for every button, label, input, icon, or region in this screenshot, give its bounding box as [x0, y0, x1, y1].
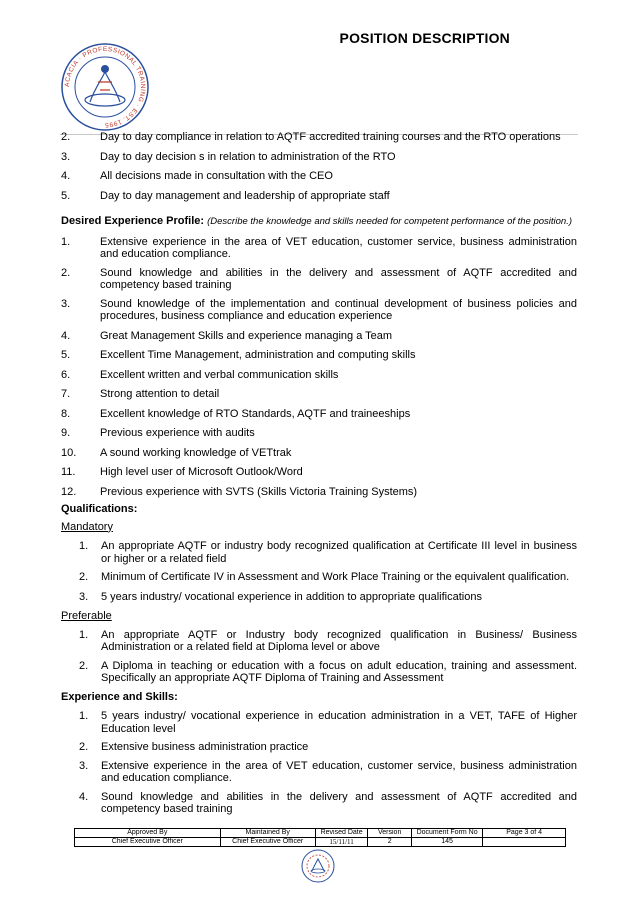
form-no-value: 145 — [411, 838, 482, 847]
revised-date-label: Revised Date — [315, 829, 368, 838]
mandatory-item: 1. An appropriate AQTF or industry body recognized qualification at Certificate III level in business or higher or a related field — [79, 540, 577, 565]
duties-list — [61, 131, 577, 202]
desired-item: 7. Strong attention to detail — [61, 388, 220, 400]
footer-logo — [301, 849, 335, 883]
footer-value-row — [75, 838, 566, 847]
company-logo — [60, 42, 150, 132]
form-no-label: Document Form No — [411, 829, 482, 838]
preferable-list — [61, 629, 577, 685]
desired-item: 3. Sound knowledge of the implementation and continual development of business policies and procedures, business compliance and education experience — [61, 297, 577, 322]
duty-item: 2. Day to day compliance in relation to AQTF accredited training courses and the RTO operations — [61, 131, 561, 143]
experience-item: 1. 5 years industry/ vocational experience in education administration in a VET, TAFE of Higher Education level — [79, 710, 577, 735]
experience-list — [61, 710, 577, 816]
maintained-by-value: Chief Executive Officer — [220, 838, 315, 847]
experience-item: 4. Sound knowledge and abilities in the delivery and assessment of AQTF accredited and competency based training — [79, 790, 577, 815]
qualifications-heading: Qualifications: — [61, 503, 138, 515]
desired-experience-heading: Desired Experience Profile: (Describe the knowledge and skills needed for competent performance of the position.) — [61, 215, 573, 227]
document-control-table — [74, 828, 566, 847]
desired-experience-list — [61, 236, 577, 499]
desired-item: 12. Previous experience with SVTS (Skills Victoria Training Systems) — [61, 485, 418, 498]
experience-item: 2. Extensive business administration practice — [79, 741, 309, 753]
desired-item: 9. Previous experience with audits — [61, 427, 255, 439]
experience-item: 3. Extensive experience in the area of VET education, customer service, business administration and education compliance. — [79, 759, 577, 784]
desired-item: 10. A sound working knowledge of VETtrak — [61, 446, 292, 459]
duty-item: 5. Day to day management and leadership of appropriate staff — [61, 189, 390, 202]
mandatory-subheading: Mandatory — [61, 520, 113, 533]
footer-empty-cell — [483, 838, 566, 847]
duty-item: 4. All decisions made in consultation with the CEO — [61, 170, 333, 182]
desired-item: 5. Excellent Time Management, administration and computing skills — [61, 349, 416, 361]
preferable-item: 1. An appropriate AQTF or Industry body recognized qualification in Business/ Business Administration or a related field at Diploma level or above — [79, 628, 577, 653]
footer-label-row — [75, 829, 566, 838]
desired-item: 11. High level user of Microsoft Outlook/Word — [61, 466, 303, 478]
mandatory-item: 3. 5 years industry/ vocational experience in addition to appropriate qualifications — [79, 590, 482, 603]
version-value: 2 — [368, 838, 411, 847]
document-body — [61, 131, 577, 816]
duty-item: 3. Day to day decision s in relation to administration of the RTO — [61, 150, 396, 163]
approved-by-value: Chief Executive Officer — [75, 838, 221, 847]
version-label: Version — [368, 829, 411, 838]
mandatory-item: 2. Minimum of Certificate IV in Assessment and Work Place Training or the equivalent qualification. — [79, 571, 570, 583]
desired-item: 1. Extensive experience in the area of VET education, customer service, business administration and education compliance. — [61, 235, 577, 260]
desired-item: 6. Excellent written and verbal communication skills — [61, 368, 339, 381]
experience-skills-heading: Experience and Skills: — [61, 690, 178, 703]
preferable-item: 2. A Diploma in teaching or education with a focus on adult education, training and assessment. Specifically an appropriate AQTF Diploma of Training and Assessment — [79, 659, 577, 684]
approved-by-label: Approved By — [75, 829, 221, 838]
page-number: Page 3 of 4 — [483, 829, 566, 838]
desired-item: 4. Great Management Skills and experience managing a Team — [61, 329, 393, 342]
desired-item: 2. Sound knowledge and abilities in the delivery and assessment of AQTF accredited and competency based training — [61, 266, 577, 291]
revised-date-value: 15/11/11 — [315, 838, 368, 847]
desired-item: 8. Excellent knowledge of RTO Standards, AQTF and traineeships — [61, 407, 411, 420]
svg-text:ACACIA · PROFESSIONAL TRAINING: ACACIA · PROFESSIONAL TRAINING · EST. 1995 — [63, 45, 147, 129]
mandatory-list — [61, 540, 577, 603]
maintained-by-label: Maintained By — [220, 829, 315, 838]
preferable-subheading: Preferable — [61, 610, 112, 622]
page-title: POSITION DESCRIPTION — [339, 30, 510, 46]
